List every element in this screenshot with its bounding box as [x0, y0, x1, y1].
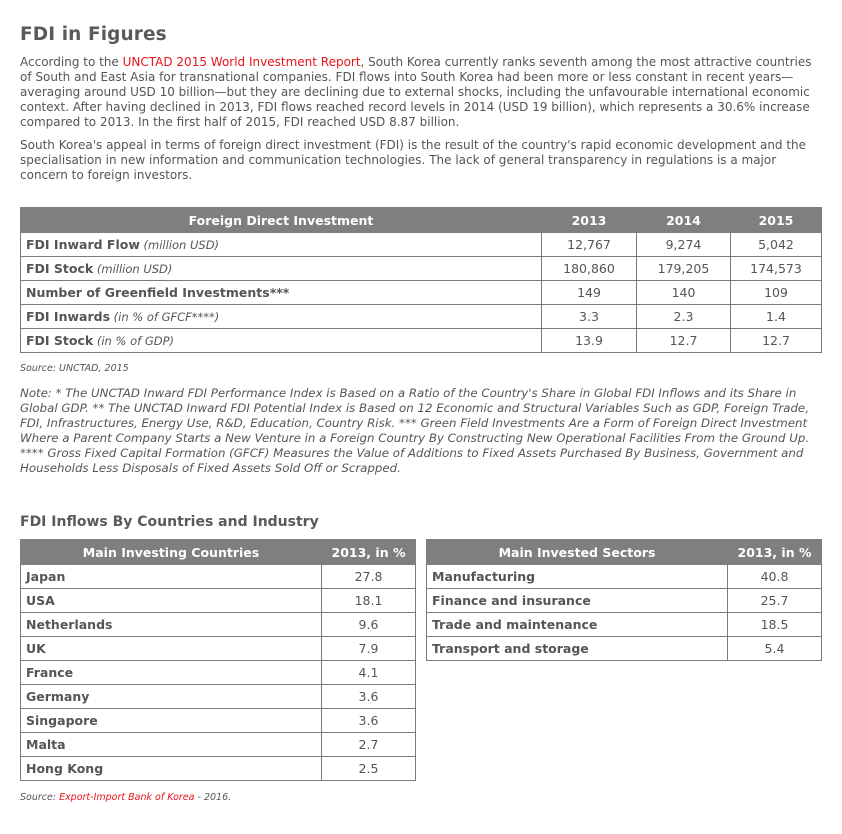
fdi-value-cell: 174,573 [731, 257, 822, 281]
fdi-table-row [21, 257, 822, 281]
row-label: Transport and storage [427, 637, 728, 661]
fdi-label-unit: (in % of GFCF****) [110, 310, 220, 324]
fdi-label-unit: (million USD) [139, 238, 220, 252]
intro-paragraph [20, 55, 820, 130]
footnote: Note: * The UNCTAD Inward FDI Performance Index is Based on a Ratio of the Country's Share in Global FDI Inflows and its Share in Global GDP. ** The UNCTAD Inward FDI Potential Index is Based on 12 Economic and Structural Variables Such as GDP, Foreign Trade, FDI, Infrastructures, Energy Use, R&D, Education, Country Risk. *** Green Field Investments Are a Form of Foreign Direct Investment Where a Parent Company Starts a New Venture in a Foreign Country By Constructing New Operational Facilities From the Ground Up. **** Gross Fixed Capital Formation (GFCF) Measures the Value of Additions to Fixed Assets Purchased By Business, Government and Households Less Disposals of Fixed Assets Sold Off or Scrapped. [20, 386, 810, 475]
row-value: 18.5 [728, 613, 822, 637]
fdi-label-main: FDI Inward Flow [26, 237, 140, 252]
countries-header [21, 540, 416, 565]
fdi-row-label [21, 233, 542, 257]
fdi-value-cell: 5,042 [731, 233, 822, 257]
sector-row [427, 589, 822, 613]
intro-text-start: According to the [20, 55, 123, 69]
exim-bank-link[interactable]: Export-Import Bank of Korea [59, 792, 195, 803]
fdi-value-cell: 9,274 [637, 233, 731, 257]
fdi-row-label [21, 329, 542, 353]
fdi-label-main: FDI Stock [26, 333, 94, 348]
row-label: UK [21, 637, 322, 661]
fdi-table-row [21, 281, 822, 305]
header-2015: 2015 [731, 208, 822, 233]
page-title: FDI in Figures [20, 24, 167, 45]
row-value: 7.9 [322, 637, 416, 661]
fdi-value-cell: 3.3 [542, 305, 637, 329]
header-sectors-pct: 2013, in % [728, 540, 822, 565]
country-row [21, 589, 416, 613]
country-row [21, 613, 416, 637]
fdi-value-cell: 1.4 [731, 305, 822, 329]
fdi-row-label [21, 305, 542, 329]
row-label: Malta [21, 733, 322, 757]
fdi-value-cell: 140 [637, 281, 731, 305]
header-2013: 2013 [542, 208, 637, 233]
country-row [21, 565, 416, 589]
row-value: 3.6 [322, 709, 416, 733]
header-countries: Main Investing Countries [21, 540, 322, 565]
row-value: 40.8 [728, 565, 822, 589]
country-row [21, 709, 416, 733]
sectors-table [426, 539, 822, 661]
fdi-value-cell: 180,860 [542, 257, 637, 281]
row-value: 25.7 [728, 589, 822, 613]
source-suffix: - 2016. [194, 792, 232, 803]
country-row [21, 733, 416, 757]
sectors-header [427, 540, 822, 565]
header-fdi: Foreign Direct Investment [21, 208, 542, 233]
row-label: Singapore [21, 709, 322, 733]
intro-text-end: , South Korea currently ranks seventh among the most attractive countries of South and East Asia for transnational companies. FDI flows into South Korea had been more or less constant in recent years—averaging around USD 10 billion—but they are declining due to external shocks, including the unfavourable international economic context. After having declined in 2013, FDI flows reached record levels in 2014 (USD 19 billion), which represents a 30.6% increase compared to 2013. In the first half of 2015, FDI reached USD 8.87 billion. [20, 55, 812, 129]
header-countries-pct: 2013, in % [322, 540, 416, 565]
fdi-value-cell: 109 [731, 281, 822, 305]
fdi-table [20, 207, 822, 353]
country-row [21, 661, 416, 685]
row-value: 9.6 [322, 613, 416, 637]
source-prefix: Source: [20, 792, 60, 803]
row-value: 2.5 [322, 757, 416, 781]
row-value: 4.1 [322, 661, 416, 685]
fdi-row-label [21, 257, 542, 281]
fdi-value-cell: 179,205 [637, 257, 731, 281]
appeal-paragraph: South Korea's appeal in terms of foreign direct investment (FDI) is the result of the country's rapid economic development and the specialisation in new information and communication technologies. The lack of general transparency in regulations is a major concern to foreign investors. [20, 138, 807, 182]
row-label: France [21, 661, 322, 685]
countries-table [20, 539, 416, 781]
sector-row [427, 613, 822, 637]
fdi-value-cell: 2.3 [637, 305, 731, 329]
fdi-value-cell: 149 [542, 281, 637, 305]
row-value: 3.6 [322, 685, 416, 709]
row-value: 5.4 [728, 637, 822, 661]
row-value: 18.1 [322, 589, 416, 613]
row-label: USA [21, 589, 322, 613]
fdi-value-cell: 12.7 [637, 329, 731, 353]
row-value: 2.7 [322, 733, 416, 757]
country-row [21, 637, 416, 661]
fdi-source: Source: UNCTAD, 2015 [20, 363, 129, 374]
fdi-table-row [21, 329, 822, 353]
country-row [21, 757, 416, 781]
fdi-row-label [21, 281, 542, 305]
row-label: Finance and insurance [427, 589, 728, 613]
fdi-table-header [21, 208, 822, 233]
fdi-label-unit: (million USD) [93, 262, 173, 276]
fdi-label-main: Number of Greenfield Investments*** [26, 285, 290, 300]
fdi-value-cell: 12.7 [731, 329, 822, 353]
row-label: Germany [21, 685, 322, 709]
row-label: Japan [21, 565, 322, 589]
inflows-heading: FDI Inflows By Countries and Industry [20, 514, 319, 530]
country-row [21, 685, 416, 709]
fdi-table-row [21, 305, 822, 329]
header-2014: 2014 [637, 208, 731, 233]
row-label: Hong Kong [21, 757, 322, 781]
row-value: 27.8 [322, 565, 416, 589]
row-label: Trade and maintenance [427, 613, 728, 637]
fdi-value-cell: 12,767 [542, 233, 637, 257]
row-label: Netherlands [21, 613, 322, 637]
row-label: Manufacturing [427, 565, 728, 589]
sector-row [427, 565, 822, 589]
fdi-table-row [21, 233, 822, 257]
fdi-label-unit: (in % of GDP) [93, 334, 175, 348]
unctad-report-link[interactable]: UNCTAD 2015 World Investment Report [122, 55, 361, 69]
fdi-value-cell: 13.9 [542, 329, 637, 353]
fdi-label-main: FDI Inwards [26, 309, 111, 324]
sector-row [427, 637, 822, 661]
header-sectors: Main Invested Sectors [427, 540, 728, 565]
fdi-label-main: FDI Stock [26, 261, 94, 276]
inflows-source [20, 792, 231, 803]
